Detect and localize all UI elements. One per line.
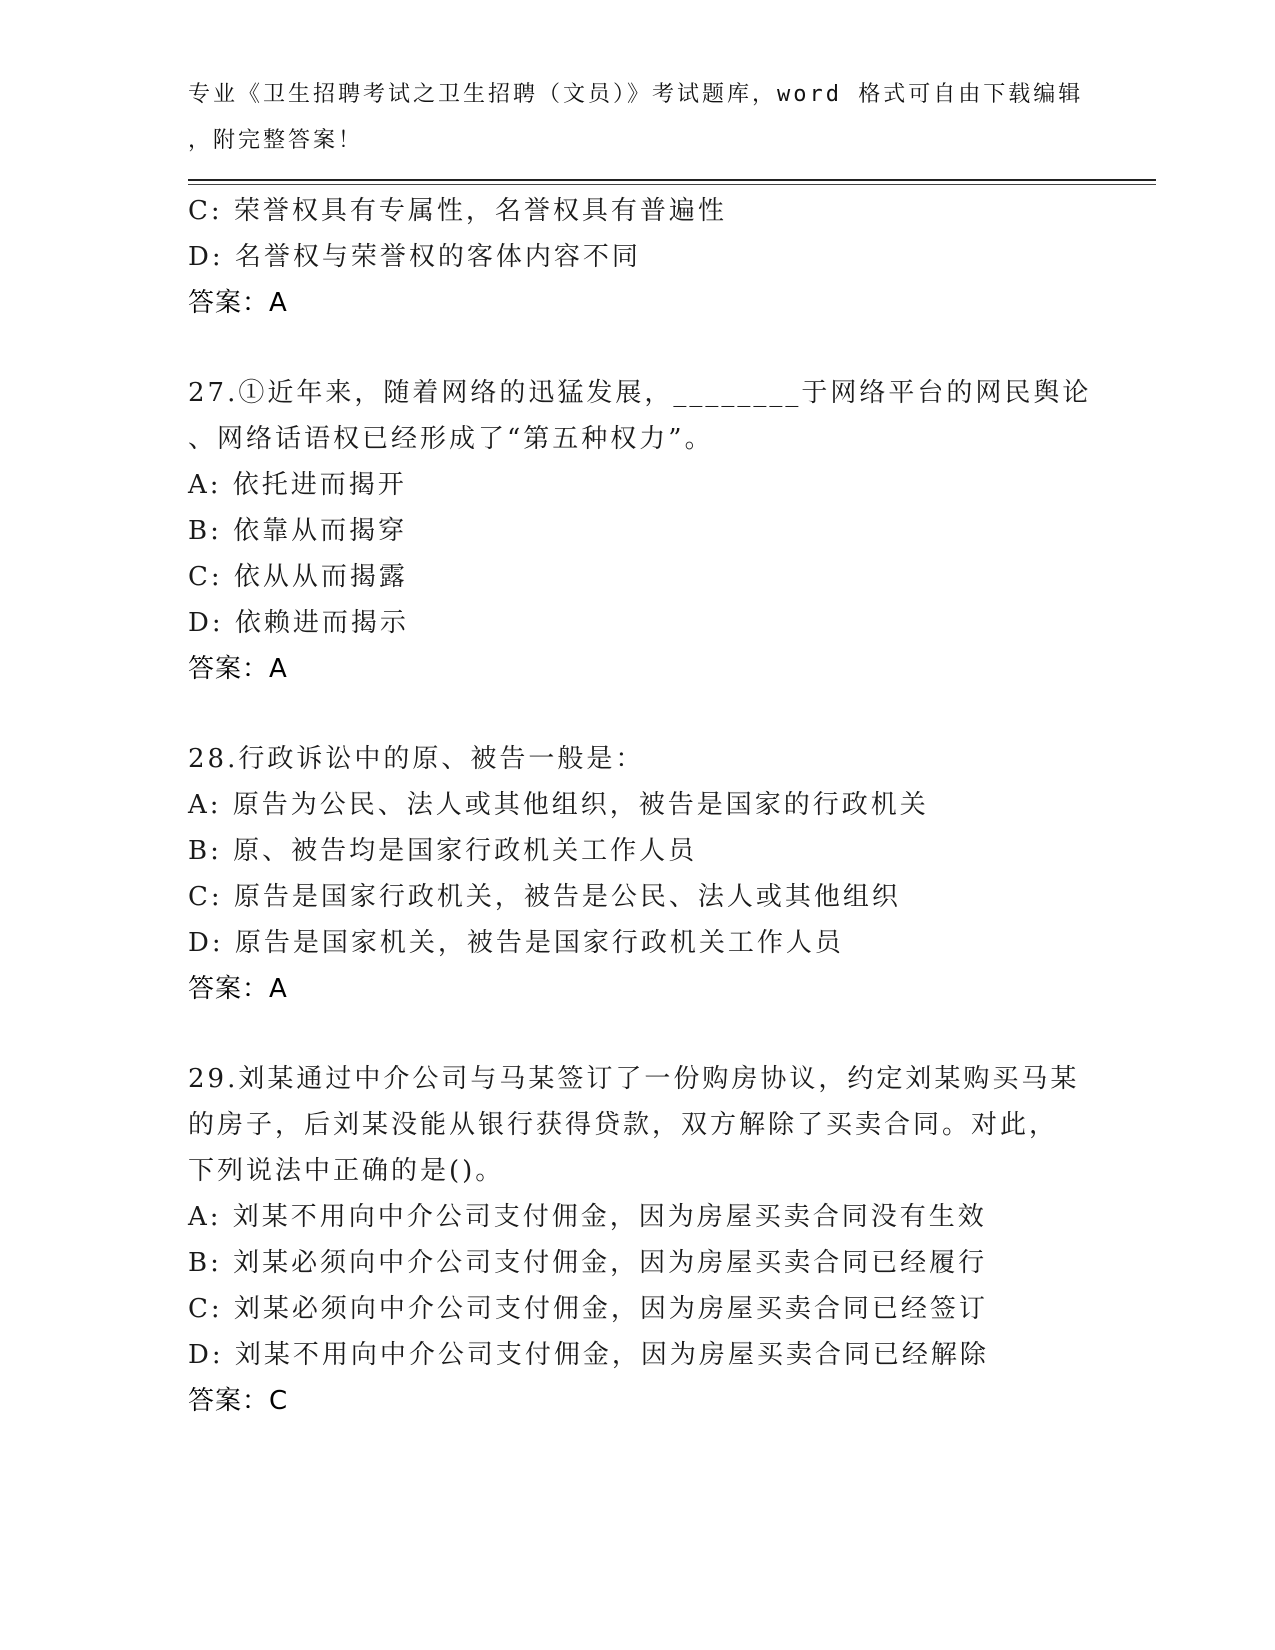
question-text-line: 29.刘某通过中介公司与马某签订了一份购房协议，约定刘某购买马某: [188, 1064, 1080, 1094]
answer-line: 答案：A: [188, 974, 288, 1004]
question-block-28: [188, 736, 1088, 1012]
question-list: [188, 188, 1092, 1424]
answer-line: 答案：C: [188, 1386, 289, 1416]
option-c: C: 荣誉权具有专属性，名誉权具有普遍性: [188, 196, 727, 226]
option-d: D: 名誉权与荣誉权的客体内容不同: [188, 242, 641, 272]
question-block-29: [188, 1056, 1088, 1424]
option-a: A: 依托进而揭开: [188, 470, 407, 500]
option-a: A: 刘某不用向中介公司支付佣金，因为房屋买卖合同没有生效: [188, 1202, 987, 1232]
option-d: D: 刘某不用向中介公司支付佣金，因为房屋买卖合同已经解除: [188, 1340, 989, 1370]
spacer: [188, 326, 1088, 370]
spacer: [188, 692, 1088, 736]
answer-line: 答案：A: [188, 288, 288, 318]
option-b: B: 原、被告均是国家行政机关工作人员: [188, 836, 698, 866]
question-text-line: 下列说法中正确的是()。: [188, 1156, 505, 1186]
question-block-prev: [188, 188, 1088, 326]
option-b: B: 依靠从而揭穿: [188, 516, 408, 546]
question-text-line: 的房子，后刘某没能从银行获得贷款，双方解除了买卖合同。对此，: [188, 1110, 1059, 1140]
question-text-line: 27.①近年来，随着网络的迅猛发展，________于网络平台的网民舆论: [188, 378, 1092, 408]
header-divider-thick: [188, 179, 1156, 181]
question-text-line: 、网络话语权已经形成了“第五种权力”。: [188, 424, 714, 454]
option-c: C: 依从从而揭露: [188, 562, 408, 592]
option-c: C: 刘某必须向中介公司支付佣金，因为房屋买卖合同已经签订: [188, 1294, 988, 1324]
spacer: [188, 1012, 1088, 1056]
option-c: C: 原告是国家行政机关，被告是公民、法人或其他组织: [188, 882, 901, 912]
page-header: [188, 72, 1084, 164]
option-d: D: 原告是国家机关，被告是国家行政机关工作人员: [188, 928, 844, 958]
question-text-line: 28.行政诉讼中的原、被告一般是：: [188, 744, 645, 774]
option-d: D: 依赖进而揭示: [188, 608, 409, 638]
question-block-27: [188, 370, 1092, 692]
option-a: A: 原告为公民、法人或其他组织，被告是国家的行政机关: [188, 790, 929, 820]
header-line-2: ，附完整答案！: [188, 128, 364, 153]
header-line-1: 专业《卫生招聘考试之卫生招聘（文员）》考试题库，word 格式可自由下载编辑: [188, 82, 1084, 107]
option-b: B: 刘某必须向中介公司支付佣金，因为房屋买卖合同已经履行: [188, 1248, 988, 1278]
answer-line: 答案：A: [188, 654, 288, 684]
header-divider-thin: [188, 184, 1156, 185]
